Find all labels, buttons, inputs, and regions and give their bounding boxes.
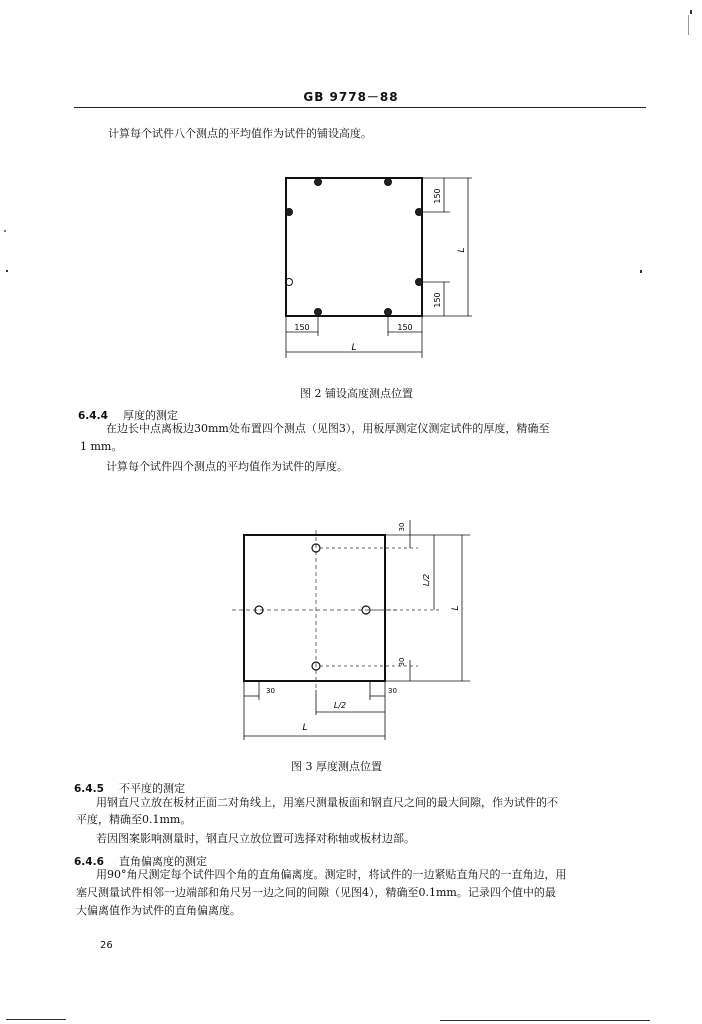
paragraph: 在边长中点离板边30mm处布置四个测点（见图3），用板厚测定仪测定试件的厚度，精确至 [106,422,550,435]
dim-label: L/2 [333,701,347,710]
section-title: 不平度的测定 [119,782,185,795]
section-title: 直角偏离度的测定 [119,855,207,868]
standard-header: GB 9778－88 [303,90,399,104]
figure-2 [0,0,702,400]
dim-label: L [457,247,467,253]
specimen-outline [286,178,422,316]
measure-point [286,209,293,216]
dim-label: L/2 [422,573,431,587]
section-6-4-6-heading [74,850,207,869]
section-title: 厚度的测定 [123,409,178,422]
figure-3 [0,500,702,750]
figure-2-caption: 图 2 铺设高度测点位置 [300,387,413,400]
scan-speck [6,270,8,272]
scan-edge [6,1019,66,1020]
dim-label: 150 [433,292,442,308]
dim-label: 30 [388,687,397,695]
figure-3-caption: 图 3 厚度测点位置 [291,760,382,773]
specimen-outline [244,535,385,681]
paragraph: 用90°角尺测定每个试件四个角的直角偏离度。测定时，将试件的一边紧贴直角尺的一直角边，用 [96,868,567,881]
section-6-4-4-heading [78,404,178,423]
dim-label: L [302,723,308,733]
section-6-4-5-heading [74,777,185,796]
paragraph: 计算每个试件八个测点的平均值作为试件的铺设高度。 [108,127,372,140]
dim-label: 30 [398,657,406,667]
dim-label: 150 [397,323,413,332]
paragraph: 若因图案影响测量时，钢直尺立放位置可选择对称轴或板材边部。 [96,832,415,845]
scan-speck [690,10,692,14]
dim-label: 150 [294,323,310,332]
paragraph: 大偏离值作为试件的直角偏离度。 [76,904,241,917]
measure-point [416,279,423,286]
paragraph: 平度，精确至0.1mm。 [76,813,192,826]
page-number: 26 [100,940,113,951]
measure-point [385,179,392,186]
measure-points [286,179,423,316]
scan-speck [4,230,6,232]
scan-edge [440,1020,650,1021]
dim-label: L [351,343,357,353]
dim-label: 30 [398,522,406,532]
section-number: 6.4.5 [74,783,104,795]
scan-speck [688,15,689,35]
paragraph: 塞尺测量试件相邻一边端部和角尺另一边之间的间隙（见图4），精确至0.1mm。记录四个值中的最 [76,886,556,899]
paragraph: 计算每个试件四个测点的平均值作为试件的厚度。 [106,460,348,473]
scan-speck [640,270,642,273]
measure-point [315,309,322,316]
dim-label: L [451,605,461,611]
dim-label: 30 [266,687,275,695]
paragraph: 1 mm。 [80,440,123,453]
paragraph: 用钢直尺立放在板材正面二对角线上，用塞尺测量板面和钢直尺之间的最大间隙，作为试件的不 [96,796,558,809]
measure-point [416,209,423,216]
measure-point [385,309,392,316]
measure-point [315,179,322,186]
section-number: 6.4.4 [78,410,108,422]
dim-label: 150 [433,188,442,204]
section-number: 6.4.6 [74,856,104,868]
